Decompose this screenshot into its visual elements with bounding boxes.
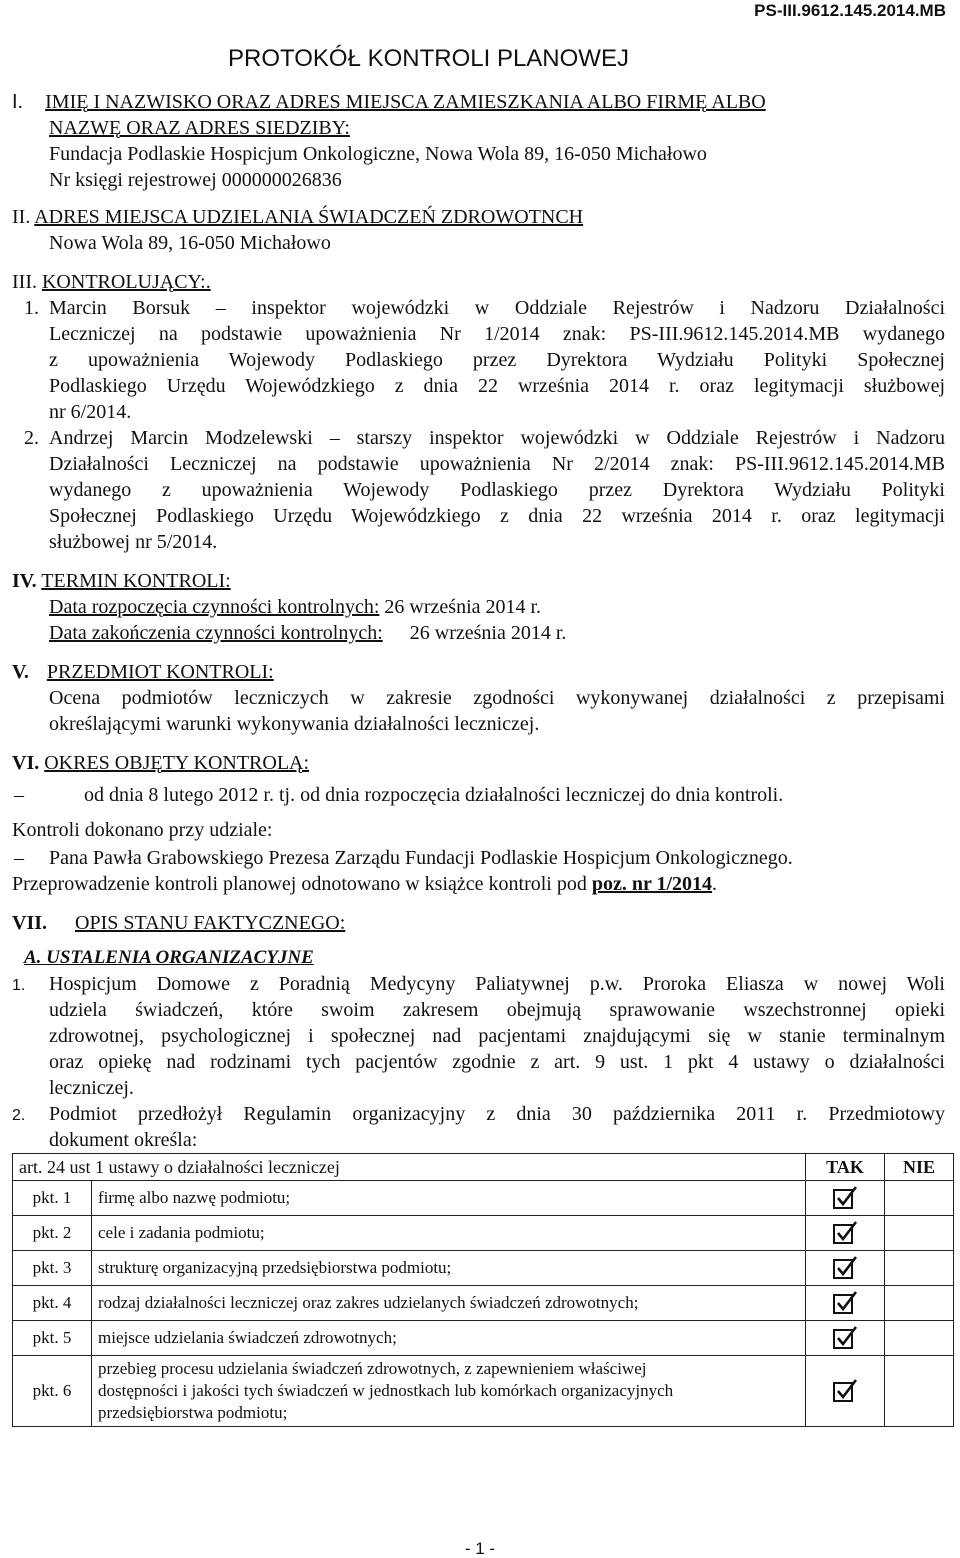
table-cell-tak: [806, 1321, 885, 1356]
section-1-text-2: Nr księgi rejestrowej 000000026836: [49, 169, 342, 191]
table-cell-tak: [806, 1181, 885, 1216]
table-header-tak: TAK: [806, 1154, 885, 1181]
page-number: - 1 -: [464, 1539, 496, 1558]
section-3-item-1-line: nr 6/2014.: [49, 401, 132, 423]
section-5-number: V.: [12, 661, 29, 683]
section-7-p2-number: 2.: [12, 1107, 26, 1124]
section-6-number: VI.: [12, 752, 40, 774]
section-3-item-2-number: 2.: [24, 427, 39, 449]
section-3-item-2-line: Społecznej Podlaskiego Urzędu Wojewódzkiego z dnia 22 września 2014 r. oraz legitymacji: [49, 505, 945, 527]
section-3-item-2-line: służbowej nr 5/2014.: [49, 531, 218, 553]
control-start-row: [49, 595, 949, 619]
table-cell-tak: [806, 1286, 885, 1321]
section-7-heading-text: OPIS STANU FAKTYCZNEGO:: [75, 912, 346, 934]
table-row: [13, 1251, 954, 1286]
section-1-heading: [12, 90, 948, 114]
table-cell-description: firmę albo nazwę podmiotu;: [92, 1181, 806, 1216]
checked-box-icon: [832, 1185, 858, 1211]
section-3-item-1-line: Podlaskiego Urzędu Wojewódzkiego z dnia 22 września 2014 r. oraz legitymacji służbowej: [49, 375, 945, 397]
checked-box-icon: [832, 1255, 858, 1281]
table-header-row: [13, 1154, 954, 1181]
control-book-entry: poz. nr 1/2014: [591, 873, 713, 895]
table-cell-nie: [885, 1181, 954, 1216]
table-row: [13, 1356, 954, 1427]
table-row: [13, 1321, 954, 1356]
participants-intro: Kontroli dokonano przy udziale:: [12, 819, 273, 841]
table-row: [13, 1216, 954, 1251]
control-book-note: [12, 872, 948, 896]
checked-box-icon: [832, 1220, 858, 1246]
section-7-p1-line: udziela świadczeń, które swoim zakresem obejmują sprawowanie wszechstronnej opieki: [49, 999, 945, 1021]
table-cell-description-line: dostępności i jakości tych świadczeń w jednostkach lub komórkach organizacyjnych: [98, 1381, 674, 1400]
table-row: [13, 1286, 954, 1321]
section-4-heading: [12, 569, 948, 593]
table-cell-pkt: pkt. 4: [13, 1286, 92, 1321]
section-1-heading-2-row: [49, 116, 949, 140]
table-cell-tak: [806, 1251, 885, 1286]
section-3-item-1-line: Leczniczej na podstawie upoważnienia Nr 1/2014 znak: PS-III.9612.145.2014.MB wydanego: [49, 323, 945, 345]
checked-box-icon: [832, 1325, 858, 1351]
table-cell-pkt: pkt. 5: [13, 1321, 92, 1356]
document-reference: PS-III.9612.145.2014.MB: [754, 1, 946, 20]
table-cell-nie: [885, 1356, 954, 1427]
table-cell-pkt: pkt. 1: [13, 1181, 92, 1216]
participants-dash: –: [14, 847, 24, 869]
table-header-description: art. 24 ust 1 ustawy o działalności leczniczej: [13, 1154, 806, 1181]
section-6-text-1: od dnia 8 lutego 2012 r. tj. od dnia rozpoczęcia działalności leczniczej do dnia kontroli.: [84, 784, 784, 806]
table-cell-description: strukturę organizacyjną przedsiębiorstwa podmiotu;: [92, 1251, 806, 1286]
section-7-p1-line: Hospicjum Domowe z Poradnią Medycyny Paliatywnej p.w. Proroka Eliasza w nowej Woli: [49, 973, 945, 995]
section-4-number: IV.: [12, 570, 37, 592]
section-3-item-2-line: wydanego z upoważnienia Wojewody Podlaskiego przez Dyrektora Wydziału Polityki: [49, 479, 945, 501]
control-book-note-prefix: Przeprowadzenie kontroli planowej odnotowano w książce kontroli pod: [12, 873, 587, 895]
checked-box-icon: [832, 1378, 858, 1404]
table-cell-description: [92, 1356, 806, 1427]
section-5-text-2: określającymi warunki wykonywania działalności leczniczej.: [49, 713, 540, 735]
table-cell-nie: [885, 1251, 954, 1286]
subsection-a-heading: [24, 946, 924, 970]
table-cell-pkt: pkt. 6: [13, 1356, 92, 1427]
subsection-a-heading-text: A. USTALENIA ORGANIZACYJNE: [24, 947, 314, 968]
control-end-label: Data zakończenia czynności kontrolnych:: [49, 622, 383, 644]
section-3-heading: [12, 270, 948, 294]
section-3-item-2-line: Andrzej Marcin Modzelewski – starszy inspektor wojewódzki w Oddziale Rejestrów i Nadzoru: [49, 427, 945, 449]
section-4-heading-text: TERMIN KONTROLI:: [41, 570, 231, 592]
section-3-item-1-line: z upoważnienia Wojewody Podlaskiego przez Dyrektora Wydziału Polityki Społecznej: [49, 349, 945, 371]
section-7-p1-number: 1.: [12, 977, 26, 994]
section-5-heading: [12, 660, 948, 684]
section-5-text-1: Ocena podmiotów leczniczych w zakresie zgodności wykonywanej działalności z przepisami: [49, 687, 945, 709]
participants-person: Pana Pawła Grabowskiego Prezesa Zarządu Fundacji Podlaskie Hospicjum Onkologicznego.: [49, 847, 793, 869]
table-cell-tak: [806, 1216, 885, 1251]
section-3-number: III.: [12, 271, 37, 293]
table-header-nie: NIE: [885, 1154, 954, 1181]
table-cell-nie: [885, 1321, 954, 1356]
control-book-note-suffix: .: [712, 873, 718, 895]
table-cell-description: rodzaj działalności leczniczej oraz zakres udzielanych świadczeń zdrowotnych;: [92, 1286, 806, 1321]
control-end-row: [49, 621, 949, 645]
section-1-text-1: Fundacja Podlaskie Hospicjum Onkologiczne, Nowa Wola 89, 16-050 Michałowo: [49, 143, 707, 165]
section-6-heading: [12, 751, 948, 775]
table-cell-nie: [885, 1286, 954, 1321]
section-1-heading-line-1: IMIĘ I NAZWISKO ORAZ ADRES MIEJSCA ZAMIESZKANIA ALBO FIRMĘ ALBO: [45, 91, 766, 113]
section-7-p1-line: oraz opiekę nad rodzinami tych pacjentów zgodnie z art. 9 ust. 1 pkt 4 ustawy o działalności: [49, 1051, 945, 1073]
section-7-number: VII.: [12, 912, 48, 934]
section-7-p1-line: zdrowotnej, psychologicznej i społecznej nad pacjentami znajdującymi się w stanie terminalnym: [49, 1025, 945, 1047]
control-end-value: 26 września 2014 r.: [409, 622, 567, 644]
table-row: [13, 1181, 954, 1216]
table-cell-pkt: pkt. 3: [13, 1251, 92, 1286]
section-1-number: I.: [12, 91, 24, 113]
section-7-p2-line: Podmiot przedłożył Regulamin organizacyjny z dnia 30 października 2011 r. Przedmiotowy: [49, 1103, 945, 1125]
section-6-heading-text: OKRES OBJĘTY KONTROLĄ:: [44, 752, 310, 774]
section-2-text-1: Nowa Wola 89, 16-050 Michałowo: [49, 232, 331, 254]
section-3-item-1-line: Marcin Borsuk – inspektor wojewódzki w Oddziale Rejestrów i Nadzoru Działalności: [49, 297, 945, 319]
section-3-item-2-line: Działalności Leczniczej na podstawie upoważnienia Nr 2/2014 znak: PS-III.9612.145.2014.MB: [49, 453, 945, 475]
section-7-p1-line: leczniczej.: [49, 1077, 134, 1099]
section-3-item-1-number: 1.: [24, 297, 39, 319]
table-cell-description-line: przebieg procesu udzielania świadczeń zdrowotnych, z zapewnieniem właściwej: [98, 1359, 647, 1378]
section-6-dash: –: [14, 784, 24, 806]
table-cell-nie: [885, 1216, 954, 1251]
section-3-heading-text: KONTROLUJĄCY:.: [41, 271, 211, 293]
table-cell-description: miejsce udzielania świadczeń zdrowotnych;: [92, 1321, 806, 1356]
table-cell-description: cele i zadania podmiotu;: [92, 1216, 806, 1251]
table-cell-pkt: pkt. 2: [13, 1216, 92, 1251]
control-start-label: Data rozpoczęcia czynności kontrolnych:: [49, 596, 380, 618]
control-start-value: 26 września 2014 r.: [384, 596, 542, 618]
section-2-heading-text: ADRES MIEJSCA UDZIELANIA ŚWIADCZEŃ ZDROWOTNCH: [34, 206, 584, 228]
section-5-heading-text: PRZEDMIOT KONTROLI:: [46, 661, 274, 683]
table-cell-description-line: przedsiębiorstwa podmiotu;: [98, 1403, 288, 1422]
section-7-heading: [12, 911, 948, 935]
checked-box-icon: [832, 1290, 858, 1316]
table-cell-tak: [806, 1356, 885, 1427]
document-title: PROTOKÓŁ KONTROLI PLANOWEJ: [228, 45, 629, 72]
section-2-heading: [12, 205, 948, 229]
section-2-number: II.: [12, 206, 31, 228]
section-7-p2-line: dokument określa:: [49, 1129, 198, 1151]
section-1-heading-line-2: NAZWĘ ORAZ ADRES SIEDZIBY:: [49, 117, 350, 139]
regulation-checklist-table: [12, 1153, 954, 1427]
